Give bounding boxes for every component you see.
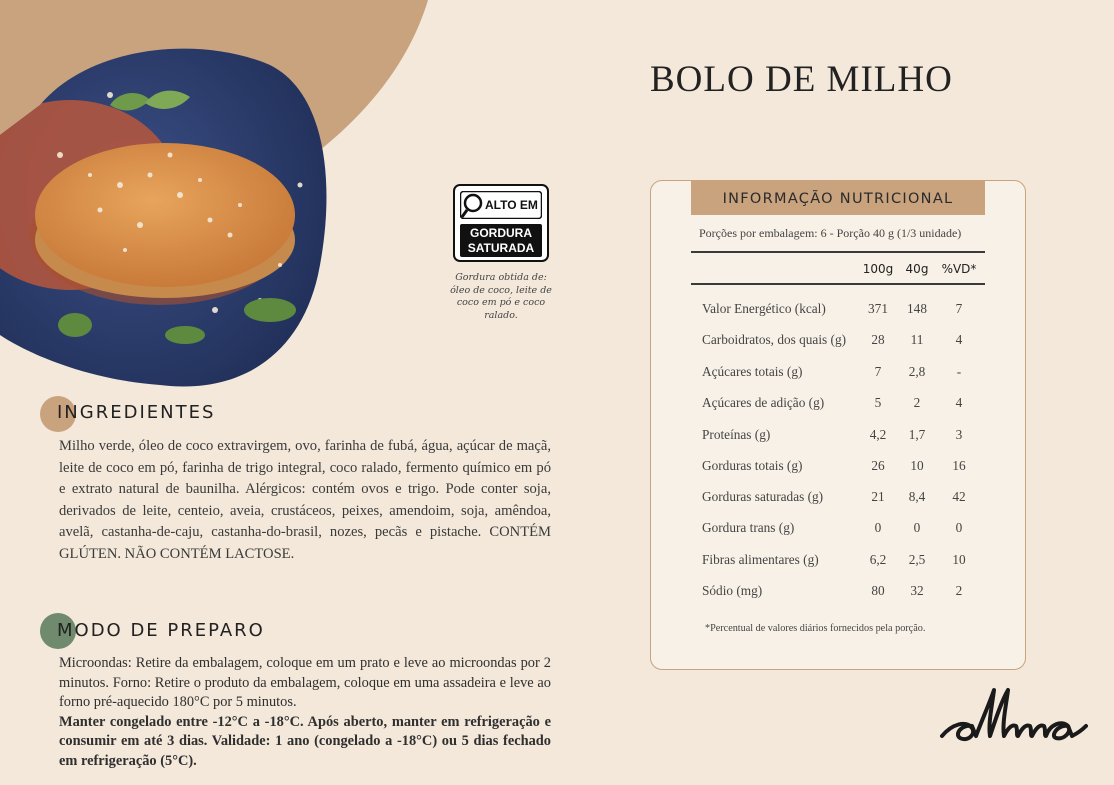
storage-instructions: Manter congelado entre -12°C a -18°C. Após aberto, manter em refrigeração e consumir em até 3 dias. Validade: 1 ano (congelado a -18°C) ou 5 dias fechado em refrigeração (5°C). (59, 713, 551, 769)
brand-logo (938, 684, 1088, 746)
badge-note: Gordura obtida de: óleo de coco, leite de coco em pó e coco ralado. (450, 272, 552, 321)
nutrient-label: Valor Energético (kcal) (702, 301, 826, 316)
badge-top-text: ALTO EM (485, 198, 538, 212)
nutrition-row (651, 458, 1027, 478)
value-vd: 3 (955, 427, 963, 442)
nutrition-row (651, 395, 1027, 415)
preparation-instructions: Microondas: Retire da embalagem, coloque em um prato e leve ao microondas por 2 minutos. Forno: Retire o produto da embalagem, coloque em uma assadeira e leve ao forno pré-aquecido 180°C por 5 minutos. (59, 655, 551, 710)
value-40g: 1,7 (908, 427, 926, 442)
column-header-40g: 40g (905, 262, 929, 276)
value-vd: 2 (955, 583, 963, 598)
value-40g: 10 (910, 458, 924, 473)
value-vd: 7 (955, 301, 963, 316)
nutrition-row (651, 332, 1027, 352)
value-100g: 371 (868, 301, 888, 316)
value-100g: 4,2 (869, 427, 887, 442)
value-vd: 4 (955, 332, 963, 347)
value-100g: 26 (871, 458, 885, 473)
portion-info: Porções por embalagem: 6 - Porção 40 g (1/3 unidade) (699, 226, 962, 240)
nutrient-label: Açúcares totais (g) (702, 364, 803, 379)
value-40g: 32 (910, 583, 924, 598)
nutrient-label: Proteínas (g) (702, 427, 771, 442)
value-100g: 28 (871, 332, 885, 347)
column-header-100g: 100g (862, 262, 894, 276)
nutrition-footnote: *Percentual de valores diários fornecidos pela porção. (705, 623, 926, 634)
ingredients-heading: INGREDIENTES (57, 402, 216, 423)
value-40g: 2 (913, 395, 921, 410)
value-vd: - (956, 364, 962, 379)
value-100g: 0 (874, 520, 882, 535)
value-40g: 2,8 (908, 364, 926, 379)
nutrition-row (651, 520, 1027, 540)
value-100g: 21 (871, 489, 885, 504)
nutrition-header: INFORMAÇÃO NUTRICIONAL (691, 180, 985, 215)
nutrition-row (651, 583, 1027, 603)
value-vd: 4 (955, 395, 963, 410)
preparation-text (59, 654, 551, 771)
nutrition-row (651, 427, 1027, 447)
nutrition-row (651, 489, 1027, 509)
nutrition-table (650, 180, 1026, 670)
nutrient-label: Sódio (mg) (702, 583, 763, 598)
value-40g: 2,5 (908, 552, 926, 567)
page-title: BOLO DE MILHO (650, 59, 953, 100)
preparation-heading: MODO DE PREPARO (57, 620, 265, 641)
value-40g: 0 (913, 520, 921, 535)
badge-line-1: GORDURA (470, 226, 532, 240)
value-vd: 42 (952, 489, 966, 504)
product-photo (0, 35, 330, 390)
value-vd: 10 (952, 552, 966, 567)
nutrient-label: Gordura trans (g) (702, 520, 795, 535)
value-100g: 5 (874, 395, 882, 410)
nutrition-row (651, 301, 1027, 321)
table-rule-header (691, 283, 985, 285)
nutrient-label: Carboidratos, dos quais (g) (702, 332, 847, 347)
ingredients-text: Milho verde, óleo de coco extravirgem, ovo, farinha de fubá, água, açúcar de maçã, leite de coco em pó, farinha de trigo integral, coco ralado, fermento químico em pó e extrato natural de baunilha. Alérgicos: contém ovos e trigo. Pode conter soja, derivados de leite, centeio, aveia, crustáceos, peixes, amendoim, soja, amêndoa, avelã, castanha-de-caju, castanha-do-brasil, nozes, pecãs e pistache. CONTÉM GLÚTEN. NÃO CONTÉM LACTOSE. (59, 438, 551, 562)
nutrition-row (651, 364, 1027, 384)
value-100g: 6,2 (869, 552, 887, 567)
table-rule-top (691, 251, 985, 253)
value-40g: 11 (910, 332, 924, 347)
nutrient-label: Gorduras saturadas (g) (702, 489, 824, 504)
warning-badge (453, 184, 549, 262)
badge-line-2: SATURADA (467, 241, 535, 255)
value-vd: 0 (955, 520, 963, 535)
value-100g: 7 (874, 364, 882, 379)
column-header-vd: %VD* (941, 262, 977, 276)
badge-bottom-text (460, 224, 542, 257)
value-vd: 16 (952, 458, 966, 473)
value-40g: 8,4 (908, 489, 926, 504)
nutrient-label: Gorduras totais (g) (702, 458, 803, 473)
nutrient-label: Açúcares de adição (g) (702, 395, 825, 410)
nutrient-label: Fibras alimentares (g) (702, 552, 819, 567)
value-40g: 148 (907, 301, 927, 316)
nutrition-row (651, 552, 1027, 572)
value-100g: 80 (871, 583, 885, 598)
